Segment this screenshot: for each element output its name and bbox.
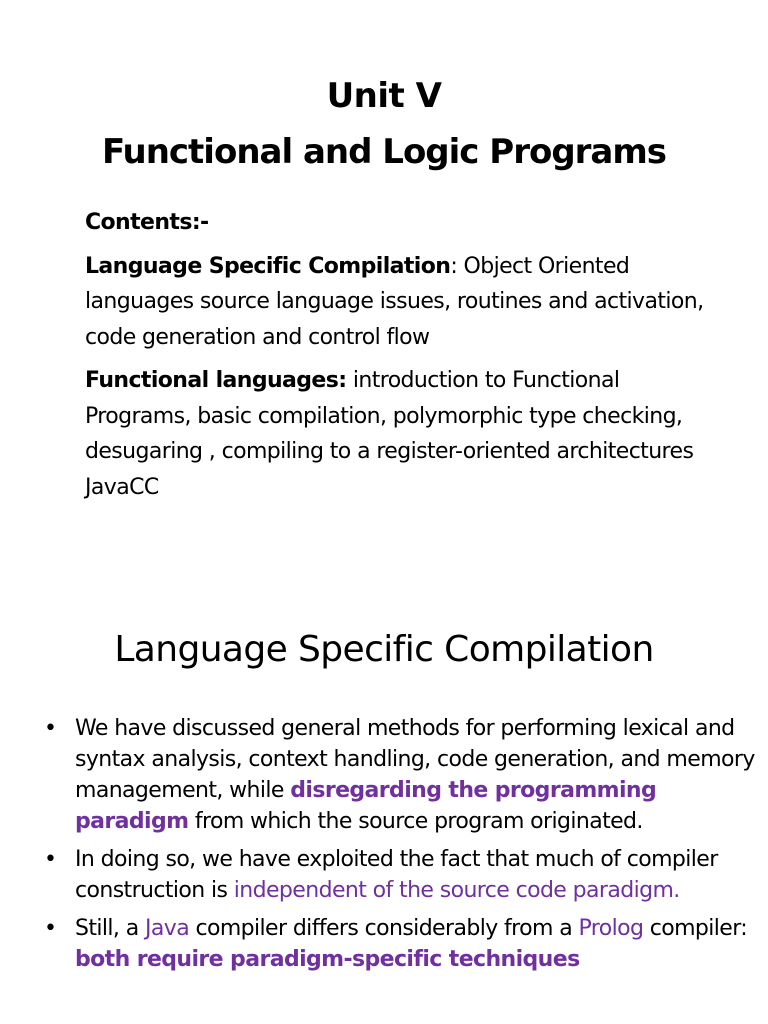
contents-label: Contents:- <box>85 210 209 235</box>
bullet-item: • In doing so, we have exploited the fact that much of compiler construction is independent of the source code paradigm. <box>44 844 764 906</box>
highlight-text: disregarding the programming paradigm <box>75 778 657 834</box>
bullet-icon: • <box>44 847 57 872</box>
highlight-text: independent of the source code paradigm. <box>233 878 680 903</box>
bullet-item: • We have discussed general methods for performing lexical and syntax analysis, context handling, code generation, and memory management, while disregarding the programming paradigm from which the source program originated. <box>44 713 764 837</box>
bullet-icon: • <box>44 716 57 741</box>
contents-item-heading: Language Specific Compilation <box>85 253 451 279</box>
contents-item-text: introduction to Functional Programs, basic compilation, polymorphic type checking, desugaring , compiling to a register-oriented architectures JavaCC <box>85 368 694 500</box>
bullet-list <box>44 713 764 982</box>
contents-item-text: : Object Oriented languages source language issues, routines and activation, code generation and control flow <box>85 253 704 350</box>
unit-title: Unit V <box>326 76 442 116</box>
highlight-prolog: Prolog <box>578 916 644 941</box>
contents-item-language-specific <box>85 249 725 356</box>
bullet-item: • Still, a Java compiler differs considerably from a Prolog compiler: both require paradigm-specific techniques <box>44 913 764 975</box>
highlight-java: Java <box>145 916 190 941</box>
bullet-icon: • <box>44 916 57 941</box>
contents-block <box>85 205 725 513</box>
slide-title-language-specific-compilation: Language Specific Compilation <box>114 629 654 670</box>
contents-item-functional <box>85 363 725 505</box>
highlight-text: both require paradigm-specific techniques <box>75 947 580 972</box>
contents-item-heading: Functional languages: <box>85 368 347 393</box>
unit-subtitle: Functional and Logic Programs <box>101 132 667 172</box>
